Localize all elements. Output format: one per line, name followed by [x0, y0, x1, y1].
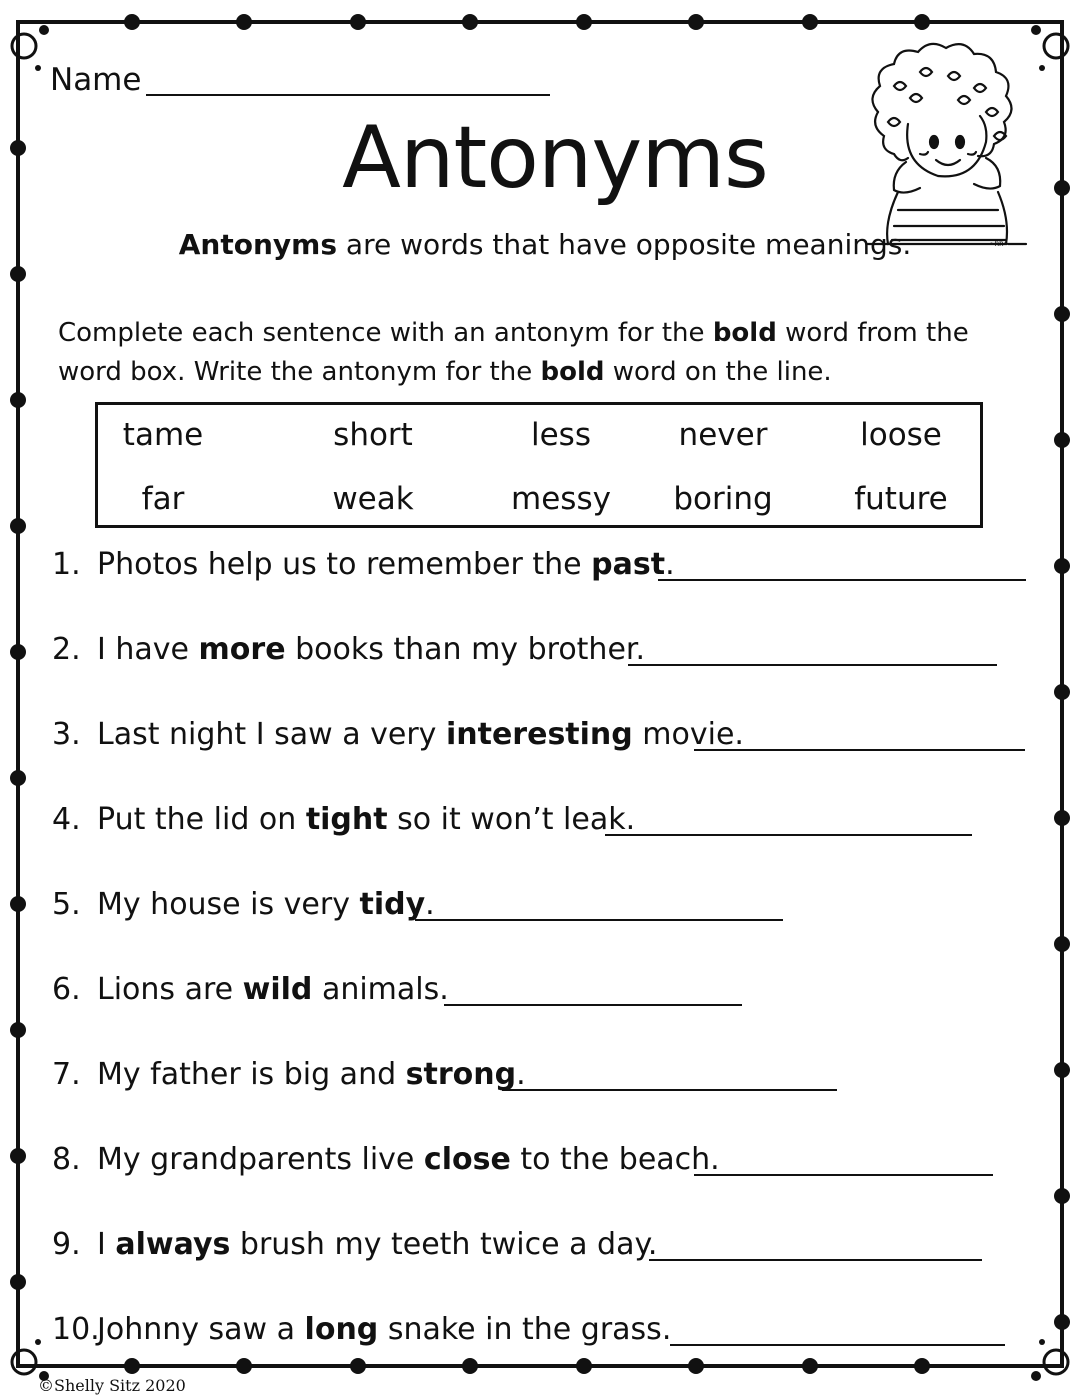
question-bold-word: strong	[405, 1057, 517, 1092]
question-text: Photos help us to remember the	[97, 547, 592, 582]
instructions-bold: bold	[540, 357, 605, 387]
question-text: Last night I saw a very	[97, 717, 446, 752]
question-bold-word: tight	[305, 802, 388, 837]
question-item	[52, 1057, 526, 1092]
question-bold-word: tidy	[359, 887, 426, 922]
question-number: 4.	[52, 802, 81, 837]
question-number: 7.	[52, 1057, 81, 1092]
instructions	[58, 314, 1028, 392]
name-label: Name	[50, 62, 142, 98]
question-item	[52, 1312, 671, 1347]
word-box-word: never	[678, 417, 768, 453]
question-item	[52, 802, 635, 837]
question-text: My grandparents live	[97, 1142, 424, 1177]
instructions-bold: bold	[712, 318, 777, 348]
question-text: brush my teeth twice a day.	[230, 1227, 658, 1262]
word-box-word: less	[531, 417, 591, 453]
question-bold-word: always	[115, 1227, 231, 1262]
question-text: snake in the grass.	[378, 1312, 672, 1347]
definition-term: Antonyms	[178, 228, 338, 261]
question-number: 6.	[52, 972, 81, 1007]
question-text: so it won’t leak.	[387, 802, 636, 837]
question-text: to the beach.	[510, 1142, 720, 1177]
word-box-word: weak	[332, 481, 414, 517]
question-number: 5.	[52, 887, 81, 922]
instructions-text: word on the line.	[604, 357, 832, 387]
question-number: 3.	[52, 717, 81, 752]
question-bold-word: wild	[242, 972, 313, 1007]
answer-line[interactable]	[658, 579, 1026, 581]
question-item	[52, 972, 449, 1007]
word-box-word: short	[333, 417, 413, 453]
question-text: I have	[97, 632, 199, 667]
question-text: Lions are	[97, 972, 243, 1007]
question-text: Johnny saw a	[97, 1312, 305, 1347]
question-text: books than my brother.	[285, 632, 646, 667]
answer-line[interactable]	[694, 749, 1025, 751]
question-number: 8.	[52, 1142, 81, 1177]
answer-line[interactable]	[670, 1344, 1005, 1346]
question-item	[52, 1227, 657, 1262]
instructions-text: Complete each sentence with an antonym for the	[58, 318, 713, 348]
instructions-text: word from the word box. Write the antonym for the	[58, 318, 969, 387]
question-bold-word: close	[423, 1142, 511, 1177]
question-text: I	[97, 1227, 116, 1262]
question-text: My house is very	[97, 887, 360, 922]
answer-line[interactable]	[444, 1004, 742, 1006]
question-text: .	[425, 887, 435, 922]
question-item	[52, 887, 435, 922]
definition-text: are words that have opposite meanings.	[337, 228, 912, 261]
answer-line[interactable]	[694, 1174, 993, 1176]
question-item	[52, 717, 744, 752]
question-text: My father is big and	[97, 1057, 406, 1092]
question-bold-word: interesting	[445, 717, 633, 752]
question-text: .	[665, 547, 675, 582]
word-box-word: boring	[673, 481, 773, 517]
question-number: 2.	[52, 632, 81, 667]
word-box	[95, 402, 983, 528]
question-text: Put the lid on	[97, 802, 306, 837]
name-answer-line[interactable]	[146, 94, 550, 96]
question-text: animals.	[312, 972, 449, 1007]
word-box-word: far	[141, 481, 185, 517]
question-item	[52, 632, 645, 667]
copyright: ©Shelly Sitz 2020	[38, 1376, 186, 1395]
word-box-word: future	[854, 481, 948, 517]
question-item	[52, 1142, 720, 1177]
word-box-word: tame	[122, 417, 204, 453]
question-bold-word: more	[198, 632, 286, 667]
question-text: .	[516, 1057, 526, 1092]
question-number: 9.	[52, 1227, 81, 1262]
question-item	[52, 547, 675, 582]
child-clipart-icon	[858, 42, 1030, 252]
question-text: movie.	[632, 717, 744, 752]
question-bold-word: past	[591, 547, 666, 582]
page-title: Antonyms	[342, 108, 768, 208]
answer-line[interactable]	[415, 919, 783, 921]
question-bold-word: long	[304, 1312, 379, 1347]
question-number: 1.	[52, 547, 81, 582]
answer-line[interactable]	[628, 664, 997, 666]
question-number: 10.	[52, 1312, 100, 1347]
answer-line[interactable]	[605, 834, 972, 836]
word-box-word: loose	[860, 417, 942, 453]
svg-text:~hh~: ~hh~	[990, 239, 1009, 248]
answer-line[interactable]	[502, 1089, 837, 1091]
answer-line[interactable]	[649, 1259, 982, 1261]
word-box-word: messy	[511, 481, 611, 517]
